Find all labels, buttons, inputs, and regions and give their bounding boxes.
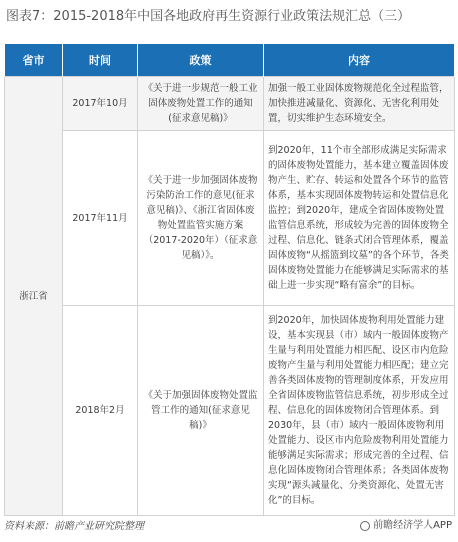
table-row [5,131,455,306]
policy-cell: 《关于进一步规范一般工业固体废物处置工作的通知(征求意见稿)》 [138,77,264,131]
content-cell: 到2020年，加快固体废物利用处置能力建设，基本实现县（市）域内一般固体废物产生量与利用处置能力相匹配、设区市内危险废物产生量与利用处置能力相匹配；建立完善各类固体废物的管理制度体系，开发应用全省固体废物监管信息系统，初步形成全过程、信息化的固体废物闭合管理体系。到2030年，县（市）域内一般固体废物利用处置能力、设区市内危险废物利用处置能力能够满足实际需求；形成完善的全过程、信息化固体废物闭合管理体系；各类固体废物实现“源头减量化、分类资源化、处置无害化”的目标。 [264,306,455,516]
time-cell: 2017年10月 [63,77,138,131]
page-title: 图表7：2015-2018年中国各地政府再生资源行业政策法规汇总（三） [6,9,411,24]
brand-text: 前瞻经济学人APP [373,520,452,531]
header-province: 省市 [5,44,63,77]
brand-label [360,519,452,533]
qianzhan-logo-icon [360,521,370,531]
policy-cell: 《关于进一步加强固体废物污染防治工作的意见(征求意见稿)》、《浙江省固体废物处置监管实施方案（2017-2020年）（征求意见稿）》。 [138,131,264,306]
policy-table [4,44,455,516]
content-cell: 到2020年，11个市全部形成满足实际需求的固体废物处置能力，基本建立覆盖固体废物产生、贮存、转运和处置各个环节的监管体系，基本实现固体废物转运和处置信息化监控；到2020年，建成全省固体废物处置监管信息系统，形成较为完善的固体废物全过程、信息化、链条式闭合管理体系，覆盖固体废物“从摇篮到坟墓”的各个环节，各类固体废物处置能力在能够满足实际需求的基础上进一步实现“略有富余”的目标。 [264,131,455,306]
header-time: 时间 [63,44,138,77]
time-cell: 2017年11月 [63,131,138,306]
source-note: 资料来源：前瞻产业研究院整理 [4,521,144,532]
table-row [5,306,455,516]
header-content: 内容 [264,44,455,77]
time-cell: 2018年2月 [63,306,138,516]
province-cell: 浙江省 [5,77,63,516]
header-policy: 政策 [138,44,264,77]
policy-cell: 《关于加强固体废物处置监管工作的通知(征求意见稿)》 [138,306,264,516]
content-cell: 加强一般工业固体废物规范化全过程监管，加快推进减量化、资源化、无害化利用处置，切实维护生态环境安全。 [264,77,455,131]
table-header-row [5,44,455,77]
table-row [5,77,455,131]
